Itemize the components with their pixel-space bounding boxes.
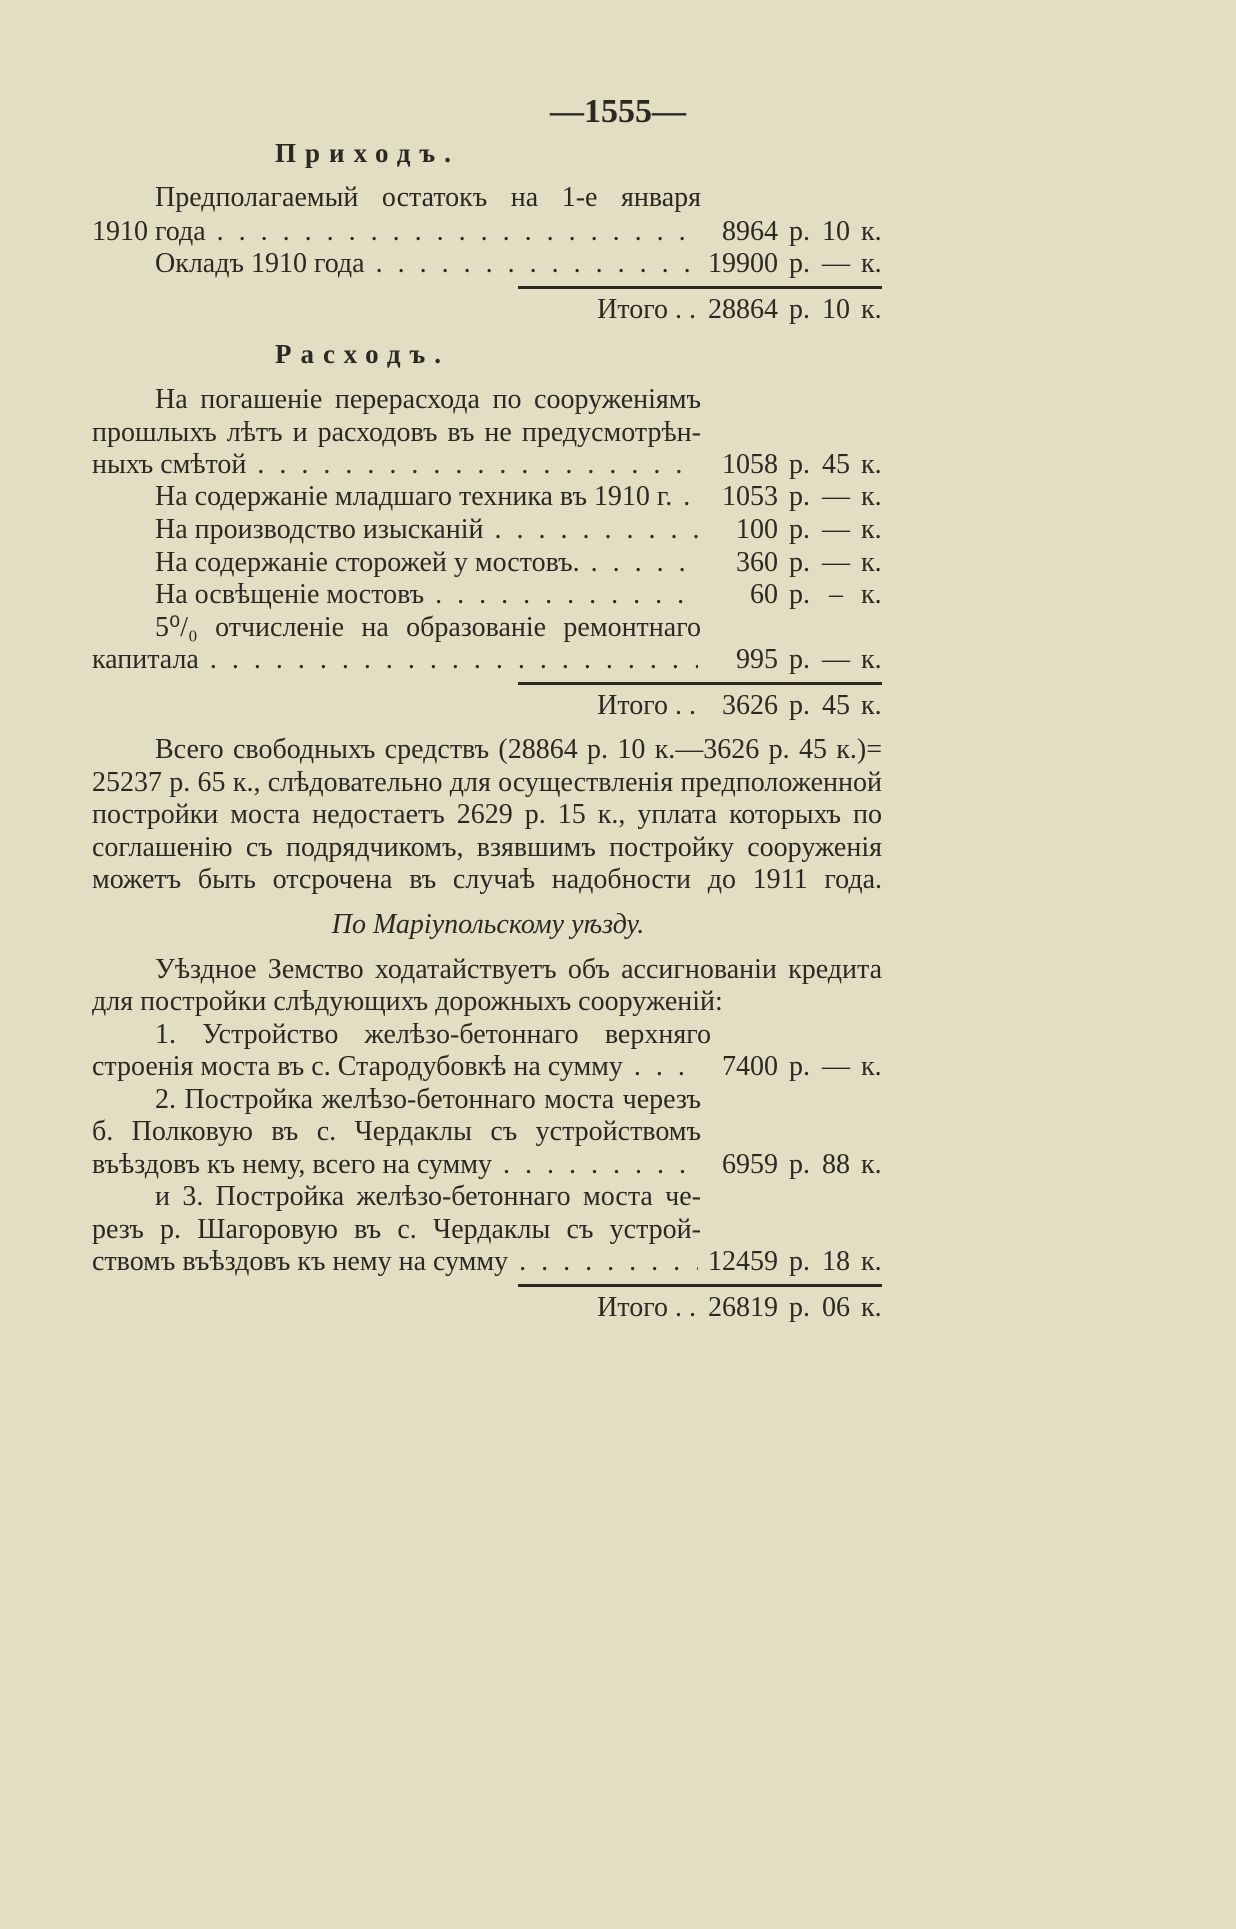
row-label: Окладъ 1910 года . . .	[155, 247, 698, 281]
kop-unit: к.	[861, 449, 882, 480]
kop-unit: к.	[861, 644, 882, 675]
district-row	[0, 1148, 1236, 1182]
district-line: резъ р. Шагоровую въ с. Чердаклы съ устрой-	[92, 1214, 701, 1245]
kop-amount: 18	[822, 1246, 850, 1277]
district-line: 2. Постройка желѣзо-бетоннаго моста черезъ	[155, 1084, 701, 1115]
summary-line: можетъ быть отсрочена въ случаѣ надобности до 1911 года.	[92, 864, 882, 895]
rub-amount: 360	[736, 547, 778, 578]
rub-unit: р.	[789, 1246, 810, 1277]
rub-unit: р.	[789, 547, 810, 578]
rub-amount: 6959	[722, 1149, 778, 1180]
rub-unit: р.	[789, 449, 810, 480]
row-label: На производство изысканій . . .	[155, 513, 698, 547]
row-label: На освѣщеніе мостовъ . . .	[155, 578, 698, 612]
kop-amount: 45	[822, 690, 850, 721]
district-line: 1. Устройство желѣзо-бетоннаго верхняго	[155, 1019, 711, 1050]
kop-amount: 10	[822, 294, 850, 325]
expenses-heading: Расходъ.	[275, 339, 450, 369]
rub-unit: р.	[789, 690, 810, 721]
rub-amount: 7400	[722, 1051, 778, 1082]
district-heading: По Маріупольскому уѣзду.	[331, 909, 645, 940]
summary-line: Всего свободныхъ средствъ (28864 р. 10 к.—3626 р. 45 к.)=	[155, 734, 882, 765]
expense-line: На погашеніе перерасхода по сооруженіямъ	[155, 384, 701, 415]
expense-row	[0, 546, 1236, 580]
rub-unit: р.	[789, 644, 810, 675]
row-label: ныхъ смѣтой . . .	[92, 448, 698, 482]
rub-amount: 12459	[708, 1246, 778, 1277]
total-rule	[518, 286, 882, 289]
kop-unit: к.	[861, 1149, 882, 1180]
kop-amount: 45	[822, 449, 850, 480]
rub-unit: р.	[789, 1051, 810, 1082]
rub-unit: р.	[789, 248, 810, 279]
kop-unit: к.	[861, 690, 882, 721]
rub-unit: р.	[789, 1292, 810, 1323]
income-line: Предполагаемый остатокъ на 1-е января	[155, 182, 701, 213]
kop-unit: к.	[861, 248, 882, 279]
total-label: Итого . .	[597, 294, 696, 325]
kop-unit: к.	[861, 547, 882, 578]
total-rule	[518, 1284, 882, 1287]
income-row	[0, 247, 1236, 281]
kop-unit: к.	[861, 1292, 882, 1323]
district-line: Уѣздное Земство ходатайствуетъ объ ассигнованіи кредита	[155, 954, 882, 985]
expenses-total	[0, 689, 1236, 723]
row-label: капитала . . .	[92, 643, 698, 677]
rub-unit: р.	[789, 294, 810, 325]
kop-amount: —	[822, 514, 850, 545]
rub-unit: р.	[789, 514, 810, 545]
kop-amount: —	[822, 481, 850, 512]
rub-amount: 3626	[722, 690, 778, 721]
kop-amount: 10	[822, 216, 850, 247]
kop-amount: 06	[822, 1292, 850, 1323]
expense-line: прошлыхъ лѣтъ и расходовъ въ не предусмотрѣн-	[92, 417, 701, 448]
rub-amount: 28864	[708, 294, 778, 325]
rub-amount: 1058	[722, 449, 778, 480]
total-label: Итого . .	[597, 1292, 696, 1323]
district-line: б. Полковую въ с. Чердаклы съ устройствомъ	[92, 1116, 701, 1147]
kop-amount: –	[829, 579, 843, 610]
income-total	[0, 293, 1236, 327]
district-row	[0, 1050, 1236, 1084]
expense-row	[0, 513, 1236, 547]
summary-line: соглашенію съ подрядчикомъ, взявшимъ постройку сооруженія	[92, 832, 882, 863]
rub-unit: р.	[789, 481, 810, 512]
rub-amount: 995	[736, 644, 778, 675]
district-total	[0, 1291, 1236, 1325]
expense-row	[0, 643, 1236, 677]
rub-unit: р.	[789, 579, 810, 610]
rub-amount: 60	[750, 579, 778, 610]
rub-amount: 1053	[722, 481, 778, 512]
kop-unit: к.	[861, 216, 882, 247]
total-label: Итого . .	[597, 690, 696, 721]
row-label: ствомъ въѣздовъ къ нему на сумму . . .	[92, 1245, 698, 1279]
row-label: На содержаніе младшаго техника въ 1910 г. . . .	[155, 480, 698, 514]
row-label: На содержаніе сторожей у мостовъ. . . .	[155, 546, 698, 580]
district-line: для постройки слѣдующихъ дорожныхъ сооруженій:	[92, 986, 723, 1017]
income-row	[0, 215, 1236, 249]
rub-amount: 8964	[722, 216, 778, 247]
district-row	[0, 1245, 1236, 1279]
row-label: 1910 года . . .	[92, 215, 698, 249]
rub-amount: 100	[736, 514, 778, 545]
expense-row	[0, 480, 1236, 514]
row-label: въѣздовъ къ нему, всего на сумму . . .	[92, 1148, 698, 1182]
kop-amount: —	[822, 547, 850, 578]
kop-unit: к.	[861, 294, 882, 325]
expense-line: 5⁰/₀ отчисленіе на образованіе ремонтнаго	[155, 612, 701, 643]
summary-line: постройки моста недостаетъ 2629 р. 15 к., уплата которыхъ по	[92, 799, 882, 830]
row-label: строенія моста въ с. Стародубовкѣ на сумму . . .	[92, 1050, 698, 1084]
rub-amount: 26819	[708, 1292, 778, 1323]
expense-row	[0, 578, 1236, 612]
summary-line: 25237 р. 65 к., слѣдовательно для осуществленія предположенной	[92, 767, 882, 798]
rub-unit: р.	[789, 216, 810, 247]
kop-amount: —	[822, 1051, 850, 1082]
kop-amount: —	[822, 644, 850, 675]
rub-amount: 19900	[708, 248, 778, 279]
expense-row	[0, 448, 1236, 482]
kop-amount: 88	[822, 1149, 850, 1180]
kop-unit: к.	[861, 579, 882, 610]
kop-unit: к.	[861, 1246, 882, 1277]
rub-unit: р.	[789, 1149, 810, 1180]
kop-unit: к.	[861, 481, 882, 512]
income-heading: Приходъ.	[275, 138, 460, 168]
total-rule	[518, 682, 882, 685]
kop-unit: к.	[861, 1051, 882, 1082]
kop-unit: к.	[861, 514, 882, 545]
page-number: —1555—	[550, 93, 686, 130]
district-line: и 3. Постройка желѣзо-бетоннаго моста че-	[155, 1181, 701, 1212]
kop-amount: —	[822, 248, 850, 279]
